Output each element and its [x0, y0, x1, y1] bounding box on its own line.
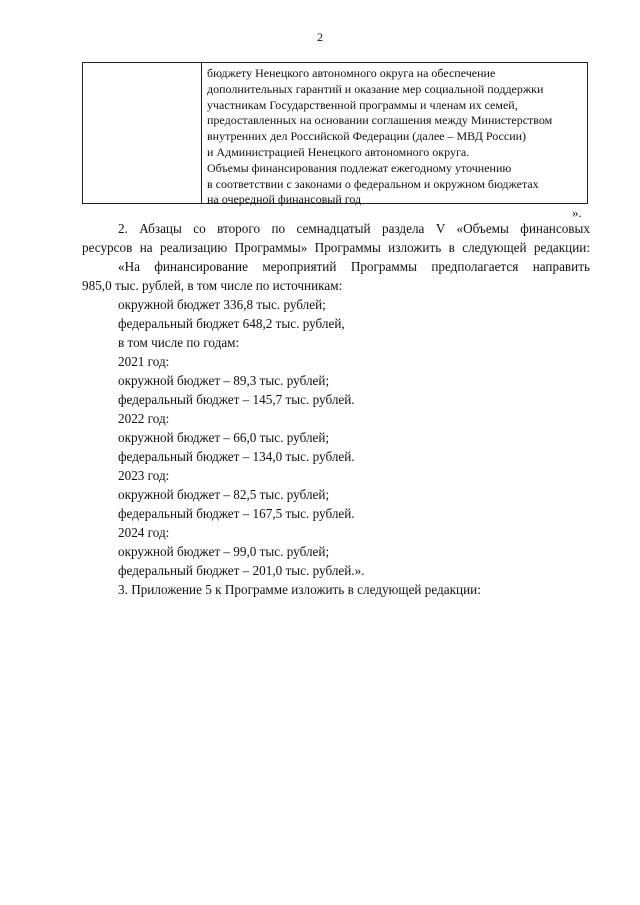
- table-line: предоставленных на основании соглашения между Министерством: [207, 113, 553, 128]
- table-line: Объемы финансирования подлежат ежегодному уточнению: [207, 160, 512, 175]
- table-line: и Администрацией Ненецкого автономного округа.: [207, 144, 470, 159]
- closing-quote: ».: [572, 205, 582, 220]
- table-column-divider: [201, 63, 202, 203]
- okrug-budget-total: окружной бюджет 336,8 тыс. рублей;: [118, 297, 326, 312]
- paragraph-3: 3. Приложение 5 к Программе изложить в следующей редакции:: [118, 582, 481, 597]
- year-2021-label: 2021 год:: [118, 354, 170, 369]
- table-line: участникам Государственной программы и членам их семей,: [207, 97, 518, 112]
- year-2023-federal: федеральный бюджет – 167,5 тыс. рублей.: [118, 506, 355, 521]
- year-2023-label: 2023 год:: [118, 468, 170, 483]
- year-2021-okrug: окружной бюджет – 89,3 тыс. рублей;: [118, 373, 330, 388]
- financing-table: [82, 62, 588, 207]
- table-line: на очередной финансовый год: [207, 192, 362, 207]
- year-2022-federal: федеральный бюджет – 134,0 тыс. рублей.: [118, 449, 355, 464]
- page-number: 2: [317, 30, 323, 44]
- table-line: дополнительных гарантий и оказание мер социальной поддержки: [207, 81, 544, 96]
- by-years-label: в том числе по годам:: [118, 335, 240, 350]
- federal-budget-total: федеральный бюджет 648,2 тыс. рублей,: [118, 316, 345, 331]
- year-2023-okrug: окружной бюджет – 82,5 тыс. рублей;: [118, 487, 330, 502]
- table-line: в соответствии с законами о федеральном и окружном бюджетах: [207, 176, 539, 191]
- paragraph-2-line-2: ресурсов на реализацию Программы» Программы изложить в следующей редакции:: [82, 240, 590, 255]
- year-2021-federal: федеральный бюджет – 145,7 тыс. рублей.: [118, 392, 355, 407]
- table-line: бюджету Ненецкого автономного округа на обеспечение: [207, 66, 496, 80]
- table-cell-text: [207, 66, 581, 208]
- year-2022-okrug: окружной бюджет – 66,0 тыс. рублей;: [118, 430, 330, 445]
- table-line: внутренних дел Российской Федерации (далее – МВД России): [207, 129, 527, 144]
- year-2024-okrug: окружной бюджет – 99,0 тыс. рублей;: [118, 544, 330, 559]
- paragraph-2-line-1: 2. Абзацы со второго по семнадцатый раздела V «Объемы финансовых: [118, 221, 590, 236]
- quote-line-2: 985,0 тыс. рублей, в том числе по источникам:: [82, 278, 343, 293]
- year-2024-label: 2024 год:: [118, 525, 170, 540]
- quote-line-1: «На финансирование мероприятий Программы предполагается направить: [118, 259, 590, 274]
- year-2024-federal: федеральный бюджет – 201,0 тыс. рублей.».: [118, 563, 365, 578]
- year-2022-label: 2022 год:: [118, 411, 170, 426]
